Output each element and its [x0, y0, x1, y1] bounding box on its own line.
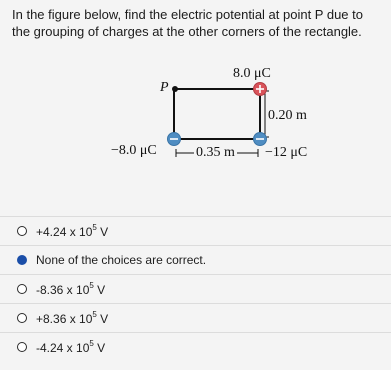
negative-charge-bottom-left	[168, 133, 181, 146]
rectangle	[174, 89, 260, 139]
answer-option[interactable]	[0, 332, 391, 361]
answer-option-label: +8.36 x $10^5$ V	[36, 309, 109, 326]
radio-button[interactable]	[17, 226, 27, 236]
radio-button[interactable]	[17, 342, 27, 352]
radio-button[interactable]	[17, 284, 27, 294]
negative-charge-bottom-right	[254, 133, 267, 146]
answer-option[interactable]	[0, 216, 391, 245]
answer-option[interactable]	[0, 245, 391, 274]
answer-option[interactable]	[0, 303, 391, 332]
charge-bottom-left-label: −8.0 μC	[111, 143, 157, 158]
point-p-dot	[172, 86, 178, 92]
answer-options	[0, 216, 391, 361]
charge-bottom-right-label: −12 μC	[265, 145, 308, 160]
radio-button-selected[interactable]	[17, 255, 27, 265]
point-p-label: P	[160, 80, 169, 95]
charge-top-right-label: 8.0 μC	[233, 66, 271, 81]
positive-charge-top-right	[254, 83, 267, 96]
question-text: In the figure below, find the electric potential at point P due to the grouping of charges at the other corners of the rectangle.	[12, 7, 363, 39]
answer-option-label: -8.36 x $10^5$ V	[36, 280, 106, 297]
answer-option-label: None of the choices are correct.	[36, 253, 207, 267]
answer-option[interactable]	[0, 274, 391, 303]
height-label: 0.20 m	[268, 108, 307, 123]
radio-button[interactable]	[17, 313, 27, 323]
answer-option-label: -4.24 x $10^5$ V	[36, 338, 106, 355]
width-label: 0.35 m	[196, 145, 235, 160]
answer-option-label: +4.24 x $10^5$ V	[36, 222, 109, 239]
